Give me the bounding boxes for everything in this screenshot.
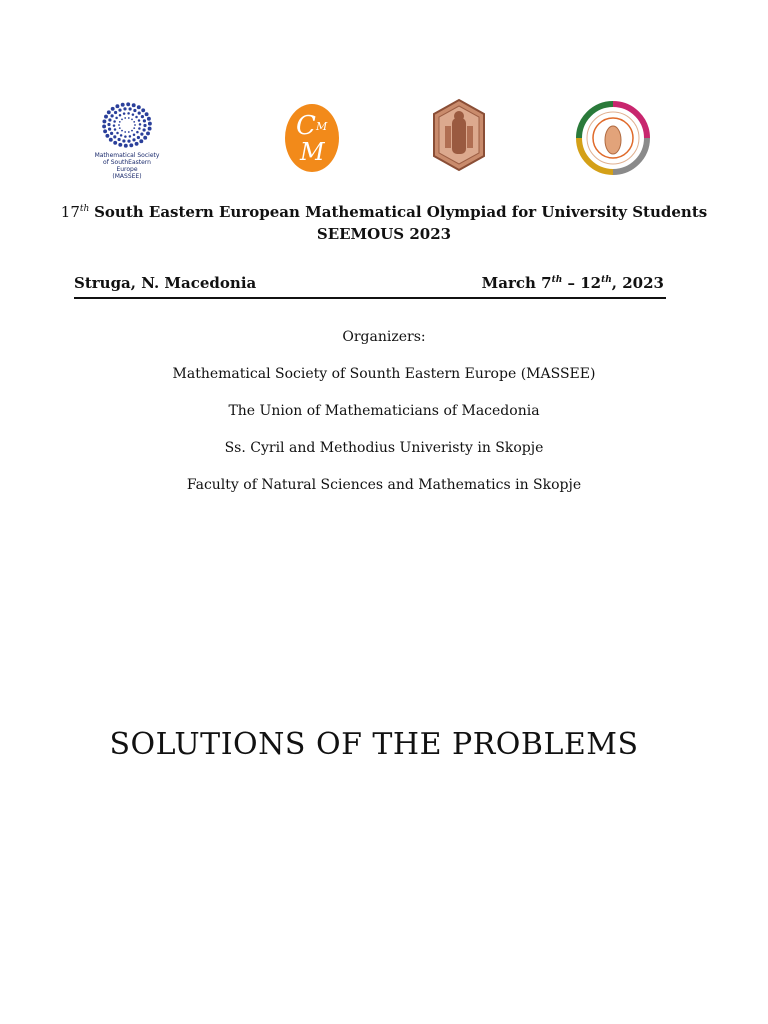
massee-dot: [145, 112, 149, 116]
cm-letter-c: C: [296, 111, 316, 141]
ordinal-number: 17: [60, 203, 80, 221]
massee-dot: [118, 109, 121, 112]
massee-caption-line-2: of SouthEastern Europe: [103, 159, 151, 173]
massee-dot: [109, 138, 113, 142]
massee-dot: [148, 127, 152, 131]
massee-dot: [124, 144, 128, 148]
massee-dot: [143, 128, 146, 131]
massee-dot: [131, 119, 133, 121]
organizer-item: Ss. Cyril and Methodius Univeristy in Skopje: [224, 440, 544, 456]
date-year: , 2023: [611, 274, 664, 292]
massee-dot: [135, 116, 138, 119]
massee-dot: [131, 130, 133, 132]
massee-dot: [141, 115, 144, 118]
massee-dot: [118, 138, 121, 141]
massee-dot: [113, 141, 117, 145]
event-location: Struga, N. Macedonia: [74, 274, 257, 292]
massee-dot: [136, 131, 139, 134]
massee-caption: [92, 152, 162, 180]
massee-dot: [135, 142, 139, 146]
university-seal-logo: [430, 98, 488, 172]
massee-dot: [140, 133, 143, 136]
massee-dot: [124, 117, 126, 119]
date-start-suffix: th: [551, 275, 563, 285]
massee-dot: [132, 103, 136, 107]
massee-dot: [133, 121, 135, 123]
massee-dot: [133, 134, 136, 137]
cm-letter-m: M: [300, 138, 325, 166]
massee-dot: [143, 124, 146, 127]
massee-dot: [123, 112, 126, 115]
massee-dot: [102, 124, 106, 128]
massee-dot: [128, 117, 130, 119]
cm-logo: [284, 102, 340, 174]
massee-dot: [148, 122, 152, 126]
massee-dot: [107, 123, 110, 126]
event-short-name: SEEMOUS 2023: [316, 225, 452, 243]
massee-dot: [122, 139, 125, 142]
massee-dot: [116, 132, 119, 135]
faculty-ring-logo: [576, 100, 650, 176]
massee-dot: [113, 135, 116, 138]
massee-dot: [118, 124, 120, 126]
massee-dot: [105, 134, 109, 138]
massee-dot: [115, 104, 119, 108]
massee-dot: [134, 124, 136, 126]
massee-dot: [121, 130, 123, 132]
massee-dot: [114, 111, 117, 114]
massee-dot: [113, 120, 116, 123]
organizers-list: [0, 327, 768, 512]
organizer-item: Faculty of Natural Sciences and Mathematics in Skopje: [186, 477, 582, 493]
event-dates: [482, 274, 664, 292]
massee-dot: [137, 105, 141, 109]
massee-dot: [133, 109, 136, 112]
event-name: South Eastern European Mathematical Olympiad for University Students: [94, 203, 708, 221]
logo-row: [0, 98, 768, 184]
massee-dot: [121, 119, 123, 121]
massee-dot: [124, 135, 127, 138]
date-end: – 12: [562, 274, 602, 292]
massee-dot: [138, 127, 141, 130]
massee-dot: [127, 112, 130, 115]
massee-dot: [120, 134, 123, 137]
massee-dot: [132, 138, 135, 141]
massee-dot: [108, 128, 111, 131]
organizer-item: Mathematical Society of Sounth Eastern Europe (MASSEE): [172, 366, 596, 382]
massee-spiral-icon: [92, 98, 162, 150]
massee-dot: [147, 117, 151, 121]
massee-dot: [103, 129, 107, 133]
massee-dot: [119, 121, 121, 123]
massee-dot: [137, 136, 140, 139]
massee-dot: [111, 107, 115, 111]
university-seal-icon: [430, 98, 488, 172]
document-title: SOLUTIONS OF THE PROBLEMS: [109, 727, 639, 762]
massee-dot: [119, 127, 121, 129]
event-title: [0, 200, 768, 221]
massee-dot: [139, 123, 142, 126]
massee-caption-line-1: Mathematical Society: [94, 152, 160, 159]
massee-dot: [110, 132, 113, 135]
date-end-suffix: th: [601, 275, 612, 285]
massee-dot: [121, 103, 125, 107]
massee-dot: [129, 107, 132, 110]
event-title-block: [0, 200, 768, 243]
cm-letter-m-small: M: [316, 120, 328, 133]
massee-dot: [115, 117, 118, 120]
massee-dot: [102, 119, 106, 123]
massee-dot: [143, 119, 146, 122]
massee-dot: [108, 118, 111, 121]
header-divider: [74, 297, 666, 299]
massee-dot: [129, 143, 133, 147]
massee-dot: [146, 131, 150, 135]
massee-dot: [138, 112, 141, 115]
massee-dot: [124, 131, 126, 133]
massee-dot: [133, 127, 135, 129]
organizer-item: The Union of Mathematicians of Macedonia: [228, 403, 540, 419]
massee-dot: [138, 119, 141, 122]
massee-dot: [113, 124, 116, 127]
massee-dot: [143, 136, 147, 140]
massee-dot: [139, 139, 143, 143]
massee-dot: [128, 131, 130, 133]
massee-dot: [111, 114, 114, 117]
massee-caption-line-3: (MASSEE): [112, 173, 142, 180]
faculty-ring-icon: [576, 100, 650, 176]
massee-dot: [132, 113, 135, 116]
massee-dot: [104, 115, 108, 119]
massee-dot: [114, 128, 117, 131]
massee-dot: [126, 102, 130, 106]
massee-dot: [118, 143, 122, 147]
massee-dot: [141, 108, 145, 112]
massee-dot: [123, 107, 126, 110]
massee-logo: [92, 98, 162, 180]
ordinal-suffix: th: [79, 204, 90, 214]
massee-dot: [127, 140, 130, 143]
massee-dot: [129, 135, 132, 138]
organizers-heading: Organizers:: [342, 329, 426, 345]
place-date-row: [74, 274, 664, 294]
massee-dot: [107, 110, 111, 114]
date-start: March 7: [481, 274, 552, 292]
massee-dot: [119, 114, 122, 117]
